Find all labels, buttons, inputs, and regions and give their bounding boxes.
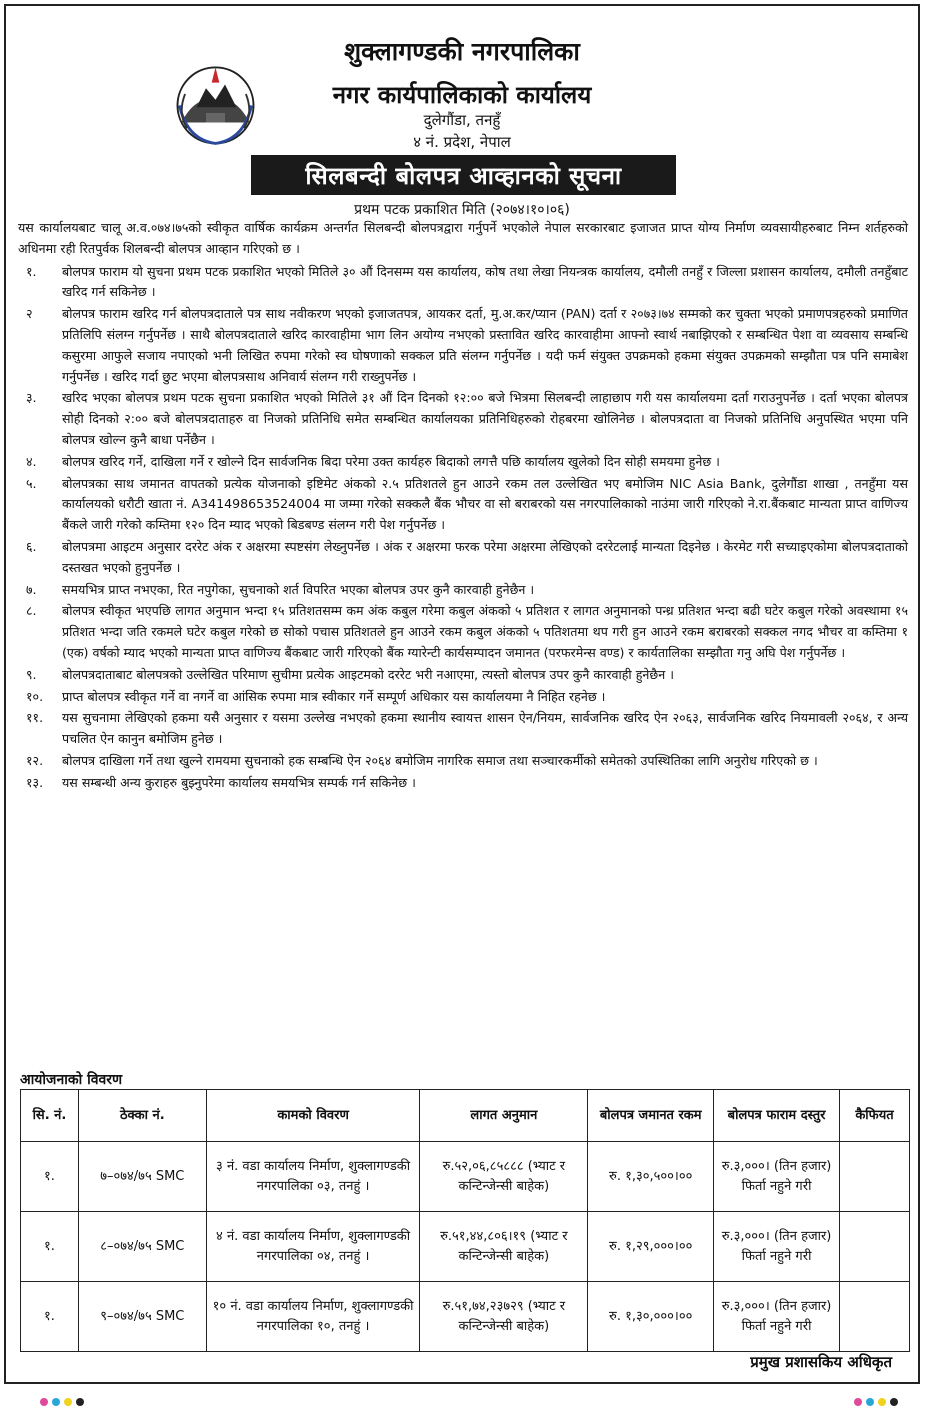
projects-table xyxy=(20,1089,910,1352)
clause-text: बोलपत्रका साथ जमानत वापतको प्रत्येक योजनाको इष्टिमेट अंकको २.५ प्रतिशतले हुन आउने रकम तल उल्लेखित भए बमोजिम NIC Asia Bank, दुलेगौंडा शाखा , तनहुँमा यस कार्यालयको धरौटी खाता नं. A341498653524004 मा जम्मा गरेको सक्कलै बैंक भौचर वा सो बराबरको यस नगरपालिकाको नाउंमा जारी गरिएको ने.रा.बैंकबाट मान्यता प्राप्त वाणिज्य बैंकले जारी गरेको कम्तिमा १२० दिन म्याद भएको बिडबण्ड संलग्न गरी पेश गर्नुपर्नेछ । xyxy=(62,475,908,533)
cell-work: १० नं. वडा कार्यालय निर्माण, शुक्लागण्डकी नगरपालिका १०, तनहुं । xyxy=(206,1282,420,1352)
clause-number: ५. xyxy=(26,475,37,491)
column-header: कामको विवरण xyxy=(206,1090,420,1142)
table-header-row xyxy=(21,1090,910,1142)
clause-item xyxy=(18,665,908,686)
column-header: कैफियत xyxy=(839,1090,909,1142)
cell-sn: १. xyxy=(21,1282,79,1352)
clause-number: ९. xyxy=(26,666,37,682)
clause-item xyxy=(18,751,908,772)
column-header: बोलपत्र फाराम दस्तुर xyxy=(714,1090,840,1142)
cell-contract: ८–०७४/७५ SMC xyxy=(78,1212,206,1282)
clause-list xyxy=(18,262,908,794)
cell-security: रु. १,३०,५००।०० xyxy=(588,1142,714,1212)
print-registration-marks xyxy=(0,1392,929,1412)
cell-estimate: रु.५२,०६,८५८८८ (भ्याट र कन्टिन्जेन्सी बाहेक) xyxy=(420,1142,588,1212)
registration-dot xyxy=(890,1398,898,1406)
cell-remarks xyxy=(839,1282,909,1352)
clause-item xyxy=(18,580,908,601)
clause-text: समयभित्र प्राप्त नभएका, रित नपुगेका, सुचनाको शर्त विपरित भएका बोलपत्र उपर कुनै कारवाही हुनेछैन । xyxy=(62,581,535,597)
clause-number: ११. xyxy=(26,710,44,726)
clause-text: बोलपत्र फाराम खरिद गर्न बोलपत्रदाताले पत्र साथ नवीकरण भएको इजाजतपत्र, आयकर दर्ता, मु.अ.कर/प्यान (PAN) दर्ता र २०७३।७४ सम्मको कर चुक्ता भएको प्रमाणपत्रहरुको प्रमाणित प्रतिलिपि संलग्न गर्नुपर्नेछ । साथै बोलपत्रदाताले खरिद कारवाहीमा भाग लिन अयोग्य नभएको प्रस्तावित खरिद कारवाहीमा आफ्नो स्वार्थ नबाझिएको र सम्बन्धित पेशा वा व्यवसाय सम्बन्धि कसुरमा आफुले सजाय नपाएको भनी लिखित रुपमा गरेको स्व घोषणाको सक्कल प्रति संलग्न गर्नुपर्नेछ । यदी फर्म संयुक्त उपक्रमको हकमा संयुक्त उपक्रमको सम्झौता पत्र पनि समाबेश गर्नुपर्नेछ । खरिद गर्दा छुट भएमा बोलपत्रसाथ अनिवार्य संलग्न गरी राख्नुपर्नेछ । xyxy=(62,306,908,384)
cell-work: ३ नं. वडा कार्यालय निर्माण, शुक्लागण्डकी नगरपालिका ०३, तनहुं । xyxy=(206,1142,420,1212)
clause-number: ६. xyxy=(26,538,37,554)
cell-security: रु. १,२९,०००।०० xyxy=(588,1212,714,1282)
cell-sn: १. xyxy=(21,1142,79,1212)
cell-fee: रु.३,०००। (तिन हजार) फिर्ता नहुने गरी xyxy=(714,1142,840,1212)
signature-title: प्रमुख प्रशासकिय अधिकृत xyxy=(750,1353,892,1371)
intro-paragraph: यस कार्यालयबाट चालू अ.व.०७४।७५को स्वीकृत वार्षिक कार्यक्रम अन्तर्गत सिलबन्दी बोलपत्रद्वारा गर्नुपर्ने भएकोले नेपाल सरकारबाट इजाजत प्राप्त योग्य निर्माण व्यवसायीहरुबाट निम्न शर्तहरुको अधिनमा रही रितपुर्वक शिलबन्दी बोलपत्र आव्हान गरिएको छ । xyxy=(18,220,908,256)
clause-item xyxy=(18,537,908,579)
cell-security: रु. १,३०,०००।०० xyxy=(588,1282,714,1352)
clause-item xyxy=(18,708,908,750)
notice-frame xyxy=(4,4,920,1384)
clause-text: बोलपत्र फाराम यो सुचना प्रथम पटक प्रकाशित भएको मितिले ३० औं दिनसम्म यस कार्यालय, कोष तथा लेखा नियन्त्रक कार्यालय, दमौली तनहुँ र जिल्ला प्रशासन कार्यालय, दमौली तनहुँबाट खरिद गर्न सकिनेछ । xyxy=(62,263,908,300)
registration-dot xyxy=(854,1398,862,1406)
clause-text: बोलपत्रदाताबाट बोलपत्रको उल्लेखित परिमाण सुचीमा प्रत्येक आइटमको दररेट भरी नआएमा, त्यस्तो बोलपत्र उपर कुनै कारवाही हुनेछैन । xyxy=(62,666,674,682)
clause-item xyxy=(18,474,908,536)
clause-text: बोलपत्रमा आइटम अनुसार दररेट अंक र अक्षरमा स्पष्टसंग लेख्नुपर्नेछ । अंक र अक्षरमा फरक परेमा अक्षरमा लेखिएको दररेटलाई मान्यता दिइनेछ । केरमेट गरी सच्याइएकोमा बोलपत्रदाताको दस्तखत भएको हुनुपर्नेछ । xyxy=(62,538,908,575)
clause-item xyxy=(18,262,908,304)
clause-number: ४. xyxy=(26,453,37,469)
clause-item xyxy=(18,304,908,387)
office-name: नगर कार्यपालिकाको कार्यालय xyxy=(332,81,592,109)
column-header: बोलपत्र जमानत रकम xyxy=(588,1090,714,1142)
cell-estimate: रु.५१,४४,८०६।१९ (भ्याट र कन्टिन्जेन्सी बाहेक) xyxy=(420,1212,588,1282)
cell-fee: रु.३,०००। (तिन हजार) फिर्ता नहुने गरी xyxy=(714,1282,840,1352)
clause-item xyxy=(18,388,908,450)
clause-text: खरिद भएका बोलपत्र प्रथम पटक सुचना प्रकाशित भएको मितिले ३१ औं दिन दिनको १२:०० बजे भित्रमा सिलबन्दी लाहाछाप गरी यस कार्यालयमा दर्ता गराउनुपर्नेछ । दर्ता भएका बोलपत्र सोही दिनको २:०० बजे बोलपत्रदाताहरु वा निजको प्रतिनिधि समेत सम्बन्धित कार्यालयका प्रतिनिधिहरुको रोहबरमा खोलिनेछ । बोलपत्रदाता वा निजको प्रतिनिधि अनुपस्थित भएमा पनि बोलपत्र खोल्न कुनै बाधा पर्नेछैन । xyxy=(62,390,908,447)
publish-date: प्रथम पटक प्रकाशित मिति (२०७४।१०।०६) xyxy=(354,202,570,218)
clause-text: प्राप्त बोलपत्र स्वीकृत गर्ने वा नगर्ने वा आंसिक रुपमा मात्र स्वीकार गर्ने सम्पूर्ण अधिकार यस कार्यालयमा नै निहित रहनेछ । xyxy=(62,688,606,704)
column-header: ठेक्का नं. xyxy=(78,1090,206,1142)
registration-dot xyxy=(40,1398,48,1406)
cell-contract: ७–०७४/७५ SMC xyxy=(78,1142,206,1212)
clause-text: बोलपत्र खरिद गर्ने, दाखिला गर्ने र खोल्ने दिन सार्वजनिक बिदा परेमा उक्त कार्यहरु बिदाको लगत्तै पछि कार्यालय खुलेको दिन सोही समयमा हुनेछ । xyxy=(62,453,720,469)
clause-item xyxy=(18,687,908,708)
municipality-name: शुक्लागण्डकी नगरपालिका xyxy=(344,37,580,66)
cell-fee: रु.३,०००। (तिन हजार) फिर्ता नहुने गरी xyxy=(714,1212,840,1282)
cell-contract: ९–०७४/७५ SMC xyxy=(78,1282,206,1352)
address-line-2: ४ नं. प्रदेश, नेपाल xyxy=(413,133,511,151)
clause-text: बोलपत्र दाखिला गर्ने तथा खुल्ने रामयमा सुचनाको हक सम्बन्धि ऐन २०६४ बमोजिम नागरिक समाज तथा सञ्चारकर्मीको समेतको उपस्थितिका लागि अनुरोध गरिएको छ । xyxy=(62,752,818,768)
registration-dot xyxy=(76,1398,84,1406)
clause-text: यस सम्बन्धी अन्य कुराहरु बुझ्नुपरेमा कार्यालय समयभित्र सम्पर्क गर्न सकिनेछ । xyxy=(62,774,416,790)
column-header: सि. नं. xyxy=(21,1090,79,1142)
notice-title: सिलबन्दी बोलपत्र आव्हानको सूचना xyxy=(251,155,676,195)
registration-dot xyxy=(866,1398,874,1406)
cell-remarks xyxy=(839,1142,909,1212)
clause-item xyxy=(18,452,908,473)
column-header: लागत अनुमान xyxy=(420,1090,588,1142)
notice-header xyxy=(6,6,918,166)
clause-text: बोलपत्र स्वीकृत भएपछि लागत अनुमान भन्दा १५ प्रतिशतसम्म कम अंक कबुल गरेमा कबुल अंकको ५ प्रतिशत र लागत अनुमानको पन्ध्र प्रतिशत भन्दा बढी घटेर कबुल गरेको अवस्थामा १५ प्रतिशत भन्दा जति रकमले घटेर कबुल गरेको छ सोको पचास प्रतिशतले हुन आउने रकम कबुल अंकको ५ पतिशतमा थप गरी हुन आउने रकम बराबरको सक्कल नगद भौचर वा कम्तिमा १ (एक) वर्षको म्याद भएको मान्यता प्राप्त वाणिज्य बैंकबाट जारी गरिएको बैंक ग्यारेन्टी कार्यसम्पादन जमानत (परफरमेन्स वण्ड) र कार्यतालिका सम्झौता गनु अघि पेश गर्नुपर्नेछ । xyxy=(62,603,908,660)
registration-dot xyxy=(52,1398,60,1406)
projects-title: आयोजनाको विवरण xyxy=(20,1072,123,1088)
clause-number: ७. xyxy=(26,581,37,597)
table-row xyxy=(21,1142,910,1212)
clause-item xyxy=(18,601,908,663)
cell-work: ४ नं. वडा कार्यालय निर्माण, शुक्लागण्डकी नगरपालिका ०४, तनहुं । xyxy=(206,1212,420,1282)
address-line-1: दुलेगौंडा, तनहुँ xyxy=(423,111,501,129)
notice-body xyxy=(18,218,908,795)
cell-sn: १. xyxy=(21,1212,79,1282)
clause-text: यस सुचनामा लेखिएको हकमा यसै अनुसार र यसमा उल्लेख नभएको हकमा स्थानीय स्वायत्त शासन ऐन/नियम, सार्वजनिक खरिद ऐन २०६३, सार्वजनिक खरिद नियमावली २०६४, र अन्य पचलित ऐन कानुन बमोजिम हुनेछ । xyxy=(62,710,908,747)
clause-number: ३. xyxy=(26,390,37,406)
registration-dot xyxy=(64,1398,72,1406)
clause-number: ८. xyxy=(26,603,37,619)
table-row xyxy=(21,1212,910,1282)
clause-number: १३. xyxy=(26,774,44,790)
clause-item xyxy=(18,773,908,794)
table-row xyxy=(21,1282,910,1352)
clause-number: २ xyxy=(26,306,33,322)
registration-dot xyxy=(878,1398,886,1406)
clause-number: १२. xyxy=(26,752,44,768)
clause-number: १०. xyxy=(26,688,44,704)
cell-estimate: रु.५१,७४,२३७२९ (भ्याट र कन्टिन्जेन्सी बाहेक) xyxy=(420,1282,588,1352)
clause-number: १. xyxy=(26,263,37,279)
cell-remarks xyxy=(839,1212,909,1282)
